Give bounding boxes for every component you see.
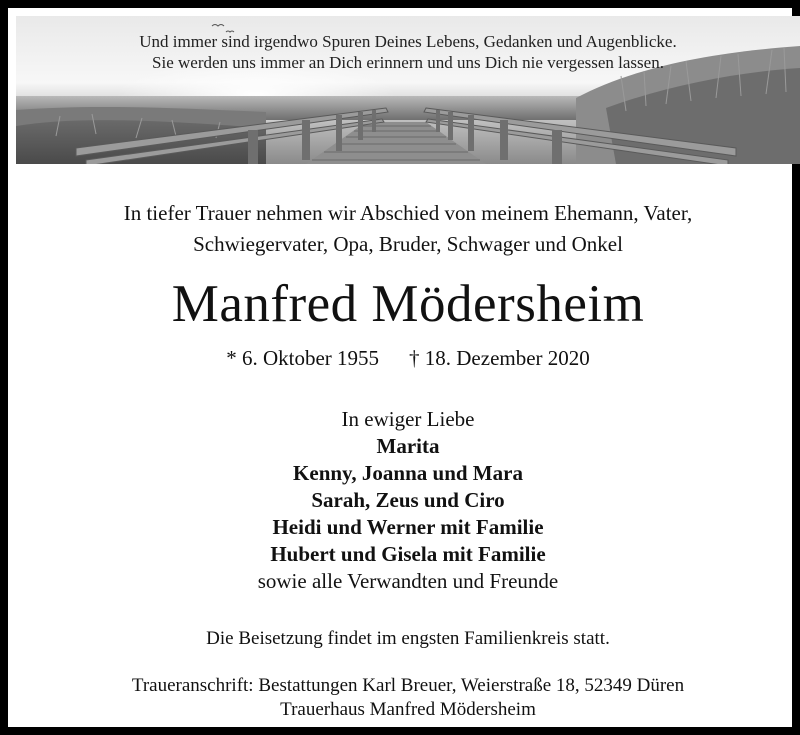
family-list bbox=[16, 406, 800, 595]
family-closing: sowie alle Verwandten und Freunde bbox=[257, 569, 559, 593]
mourning-address bbox=[16, 674, 800, 722]
death-date: † 18. Dezember 2020 bbox=[409, 346, 590, 370]
address-line-2: Trauerhaus Manfred Mödersheim bbox=[280, 699, 536, 720]
header-quote bbox=[16, 31, 800, 73]
family-heading: In ewiger Liebe bbox=[341, 407, 475, 431]
life-dates bbox=[16, 344, 800, 372]
deceased-name: Manfred Mödersheim bbox=[171, 275, 645, 333]
intro-line-1: In tiefer Trauer nehmen wir Abschied von meinem Ehemann, Vater, bbox=[123, 201, 693, 225]
intro-text bbox=[16, 198, 800, 260]
header-image bbox=[16, 16, 800, 164]
family-member: Sarah, Zeus und Ciro bbox=[311, 488, 505, 512]
obituary-body bbox=[16, 164, 800, 735]
family-member: Kenny, Joanna und Mara bbox=[293, 461, 523, 485]
birth-date: * 6. Oktober 1955 bbox=[226, 346, 380, 370]
family-member: Marita bbox=[376, 434, 440, 458]
burial-notice: Die Beisetzung findet im engsten Familienkreis statt. bbox=[206, 628, 610, 649]
family-member: Heidi und Werner mit Familie bbox=[272, 515, 544, 539]
quote-line-2: Sie werden uns immer an Dich erinnern und uns Dich nie vergessen lassen. bbox=[152, 53, 664, 72]
intro-line-2: Schwiegervater, Opa, Bruder, Schwager und Onkel bbox=[193, 232, 623, 256]
quote-line-1: Und immer sind irgendwo Spuren Deines Lebens, Gedanken und Augenblicke. bbox=[139, 32, 677, 51]
family-member: Hubert und Gisela mit Familie bbox=[270, 542, 546, 566]
address-line-1: Traueranschrift: Bestattungen Karl Breuer, Weierstraße 18, 52349 Düren bbox=[131, 675, 685, 696]
